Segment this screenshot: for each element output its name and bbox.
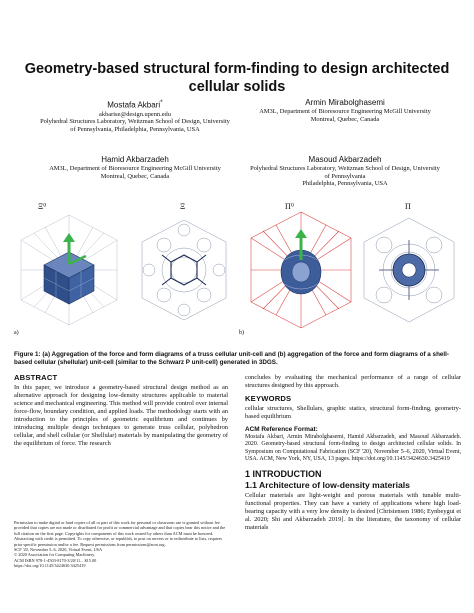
author-name: Hamid Akbarzadeh [101, 155, 169, 164]
truss-cell-illustration [14, 200, 239, 345]
author-name: Armin Mirabolghasemi [305, 98, 385, 107]
figure-label-pi-zero: П⁰ [285, 202, 294, 211]
reference-format-text: Mostafa Akbari, Armin Mirabolghasemi, Hamid Akbarzadeh, and Masoud Akbarzadeh. 2020. Geometry-based structural form-finding to design architected cellular solids. In Symposium on Computational Fabrication (SCF '20), November 5–6, 2020, Virtual Event, USA. ACM, New York, NY, USA, 13 pages. https://doi.org/10.1145/3424630.3425419 [245, 434, 461, 463]
author-affiliation: Polyhedral Structures Laboratory, Weitzman School of Design, University of Pennsylvania [250, 165, 440, 180]
figure-label-xi: Ξ [180, 202, 186, 211]
author-block-4 [250, 155, 440, 188]
abstract-continued: concludes by evaluating the mechanical performance of a range of cellular structures designed by this approach. [245, 374, 461, 389]
author-block-1 [40, 98, 230, 133]
subsection-heading: 1.1 Architecture of low-density materials [245, 479, 410, 490]
figure-panel-b [239, 200, 460, 345]
author-location: Montreal, Quebec, Canada [310, 115, 380, 123]
abstract-heading: ABSTRACT [14, 373, 58, 382]
intro-text: Cellular materials are light-weight and porous materials with tunable multi-functional properties. They can have a variety of applications where high load-bearing capacity with a very low density is desired [Christensen 1986; Eynbeygui et al. 2020; Shi and Akbarzadeh 2019]. In the literature, the taxonomy of cellular materials [245, 491, 461, 531]
right-column [245, 374, 461, 532]
intro-heading: 1 INTRODUCTION [245, 468, 322, 479]
figure-label-pi: Π [405, 202, 411, 211]
author-affiliation: AM3L, Department of Bioresource Engineering McGill University [49, 165, 221, 172]
permission-text: Permission to make digital or hard copies of all or part of this work for personal or classroom use is granted without fee provided that copies are not made or distributed for profit or commercial advantage and that copies bear this notice and the full citation on the first page. Copyrights for components of this work owned by others than ACM must be honored. Abstracting with credit is permitted. To copy otherwise, or republish, to post on servers or to redistribute to lists, requires prior specific permission and/or a fee. Request permissions from permissions@acm.org. SCF '20, November 5–6, 2020, Virtual Event, USA © 2020 Association for Computing Machinery. ACM ISBN 978-1-4503-8170-3/20/11... $15.00 https://doi.org/10.1145/3424630.3425419 [14, 520, 226, 569]
abstract-text: In this paper, we introduce a geometry-based structural design method as an alternative approach for designing low-density structures applicable to material science and mechanical engineering. This method will provide control over internal force-flow, boundary condition, and applied loads. The methodology starts with an introduction to the principles of geometric equilibrium and continues by introducing multiple design techniques to generate truss cellular, polyhedron cellular, and shell cellular (or Shellular) materials by manipulating the geometry of the equilibrium of force. The research [14, 384, 228, 447]
shellular-cell-illustration [239, 200, 460, 345]
author-affiliation: AM3L, Department of Bioresource Engineering McGill University [259, 108, 431, 115]
author-name: Mostafa Akbari [107, 100, 161, 110]
author-affiliation: Polyhedral Structures Laboratory, Weitzman School of Design, University of Pennsylvania, Philadelphia, Pennsylvania, USA [40, 118, 230, 133]
permission-notice [14, 520, 228, 569]
keywords-text: cellular structures, Shellulars, graphic statics, structural form-finding, geometry-based equilibrium [245, 405, 461, 420]
figure-corner-a: a) [14, 330, 19, 336]
figure-panel-a [14, 200, 239, 345]
author-location: Philadelphia, Pennsylvania, USA [302, 180, 388, 188]
author-name: Masoud Akbarzadeh [308, 155, 382, 164]
figure-1 [14, 200, 460, 345]
keywords-heading: KEYWORDS [245, 394, 292, 403]
author-block-3 [40, 155, 230, 180]
author-marker: * [160, 99, 163, 106]
paper-title: Geometry-based structural form-finding to design architected cellular solids [24, 61, 450, 95]
figure-label-xi-zero: Ξ⁰ [38, 202, 47, 211]
author-email[interactable]: akbarise@design.upenn.edu [99, 110, 171, 118]
figure-caption: Figure 1: (a) Aggregation of the force and form diagrams of a truss cellular unit-cell and (b) aggregation of the force and form diagrams of a shell-based cellular (shellular) unit-cell (similar to the Schwarz P unit-cell) generated in 3DGS. [14, 351, 450, 366]
author-block-2 [250, 98, 440, 123]
reference-format-heading: ACM Reference Format: [245, 426, 318, 433]
figure-corner-b: b) [239, 330, 244, 336]
left-column [14, 374, 228, 448]
author-location: Montreal, Quebec, Canada [100, 172, 170, 180]
